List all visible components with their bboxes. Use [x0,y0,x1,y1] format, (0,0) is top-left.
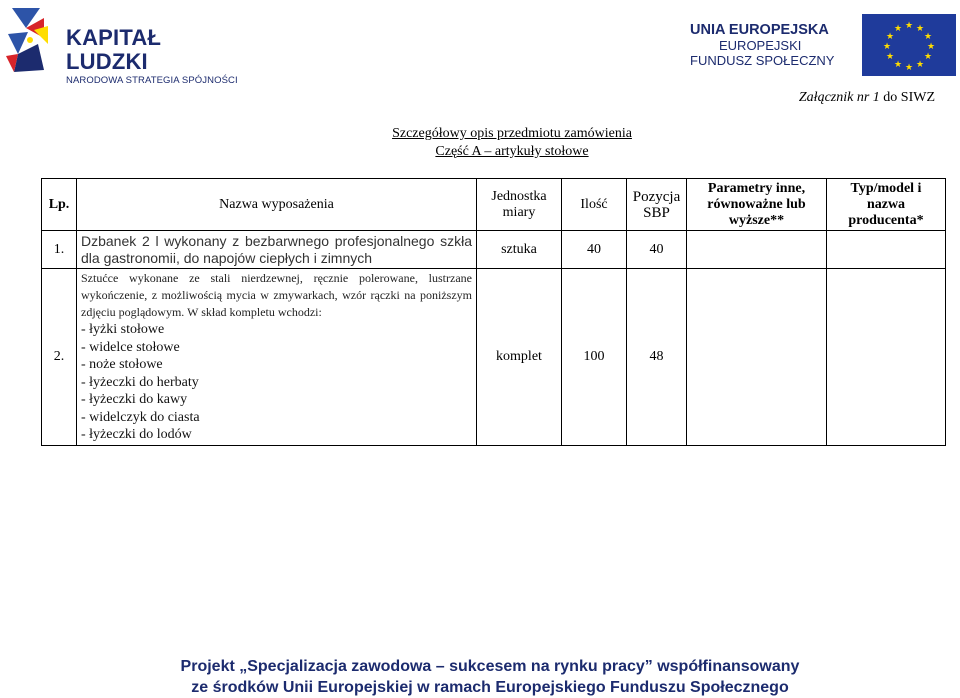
eu-logo-line2: EUROPEJSKI [719,38,802,53]
list-item: - łyżeczki do kawy [81,392,188,407]
list-item: - noże stołowe [81,357,163,372]
header-name: Nazwa wyposażenia [77,179,477,231]
header-sbp: Pozycja SBP [627,179,687,231]
svg-text:★: ★ [915,60,925,70]
header-producer: Typ/model i nazwa producenta* [827,179,946,231]
table-row [42,231,946,269]
row1-params [687,231,827,269]
list-item: - widelczyk do ciasta [81,409,200,425]
row2-name [77,269,477,446]
annex-italic: Załącznik nr 1 [798,90,880,105]
eu-logo-line3: FUNDUSZ SPOŁECZNY [690,53,835,68]
svg-text:★: ★ [915,24,925,34]
svg-text:★: ★ [885,52,895,62]
items-table [41,178,946,446]
annex-label [799,90,935,106]
page-subtitle: Część A – artykuły stołowe [435,144,589,159]
eu-logo [690,14,956,76]
list-item: - łyżki stołowe [81,322,165,337]
svg-text:★: ★ [885,32,895,42]
row2-producer [827,269,946,446]
row1-lp: 1. [42,231,77,269]
list-item: - widelce stołowe [81,339,180,355]
table-header-row [42,179,946,231]
kapital-ludzki-logo [4,4,244,86]
page-title: Szczegółowy opis przedmiotu zamówienia [392,126,632,141]
annex-rest: do SIWZ [879,90,935,105]
table-row [42,269,946,446]
header-lp: Lp. [42,179,77,231]
footer [0,656,960,698]
row2-lp: 2. [42,269,77,446]
svg-text:★: ★ [893,24,903,34]
footer-line2: ze środków Unii Europejskiej w ramach Europejskiego Funduszu Społecznego [191,679,789,696]
row2-sbp: 48 [627,269,687,446]
row1-qty: 40 [562,231,627,269]
header-unit: Jednostka miary [477,179,562,231]
svg-text:★: ★ [923,52,933,62]
row2-items-list [81,321,472,444]
row1-name: Dzbanek 2 l wykonany z bezbarwnego profesjonalnego szkła dla gastronomii, do napojów ciepłych i zimnych [77,231,477,269]
header-qty: Ilość [562,179,627,231]
kapital-ludzki-title: KAPITAŁ LUDZKI [66,25,162,74]
svg-text:★: ★ [882,42,892,52]
svg-text:★: ★ [893,60,903,70]
row2-unit: komplet [477,269,562,446]
row1-sbp: 40 [627,231,687,269]
svg-text:★: ★ [904,21,914,31]
kapital-ludzki-subtitle: NARODOWA STRATEGIA SPÓJNOŚCI [66,75,238,86]
svg-text:★: ★ [926,42,936,52]
svg-text:★: ★ [904,63,914,73]
list-item: - łyżeczki do herbaty [81,374,199,390]
eu-flag-icon [862,14,956,76]
row2-params [687,269,827,446]
eu-logo-line1: UNIA EUROPEJSKA [690,22,829,38]
kapital-ludzki-emblem-icon [4,4,56,76]
row1-unit: sztuka [477,231,562,269]
row2-name-intro: Sztućce wykonane ze stali nierdzewnej, ręcznie polerowane, lustrzane wykończenie, z możliwością mycia w zmywarkach, wzór rączki na poniższym zdjęciu poglądowym. W skład kompletu wchodzi: [81,271,472,319]
row2-qty: 100 [562,269,627,446]
header-params: Parametry inne, równoważne lub wyższe** [687,179,827,231]
row1-producer [827,231,946,269]
footer-line1: Projekt „Specjalizacja zawodowa – sukcesem na rynku pracy” współfinansowany [180,658,800,675]
svg-text:★: ★ [923,32,933,42]
list-item: - łyżeczki do lodów [81,427,192,442]
